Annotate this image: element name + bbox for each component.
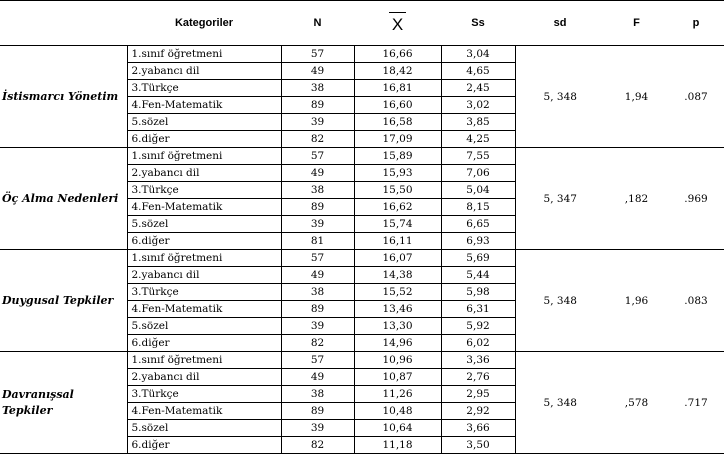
category-cell: 2.yabancı dil: [127, 267, 281, 284]
ss-cell: 7,06: [441, 165, 515, 182]
ss-cell: 5,98: [441, 284, 515, 301]
mean-cell: 14,96: [354, 335, 441, 352]
mean-cell: 15,93: [354, 165, 441, 182]
n-cell: 81: [281, 233, 354, 250]
df-cell: 5, 348: [515, 352, 605, 454]
category-cell: 6.diğer: [127, 131, 281, 148]
n-cell: 38: [281, 284, 354, 301]
ss-cell: 4,25: [441, 131, 515, 148]
ss-cell: 5,44: [441, 267, 515, 284]
mean-cell: 11,26: [354, 386, 441, 403]
n-cell: 39: [281, 216, 354, 233]
category-cell: 2.yabancı dil: [127, 63, 281, 80]
ss-cell: 6,65: [441, 216, 515, 233]
mean-cell: 15,74: [354, 216, 441, 233]
n-cell: 49: [281, 63, 354, 80]
mean-cell: 15,89: [354, 148, 441, 165]
mean-cell: 14,38: [354, 267, 441, 284]
dimension-label: Davranışsal Tepkiler: [0, 352, 127, 454]
n-cell: 82: [281, 437, 354, 454]
table-row: [0, 250, 724, 267]
mean-cell: 16,62: [354, 199, 441, 216]
table-row: [0, 352, 724, 369]
category-cell: 3.Türkçe: [127, 284, 281, 301]
mean-cell: 16,07: [354, 250, 441, 267]
dimension-label: İstismarcı Yönetim: [0, 46, 127, 148]
category-cell: 3.Türkçe: [127, 80, 281, 97]
p-cell: .717: [668, 352, 724, 454]
mean-cell: 11,18: [354, 437, 441, 454]
category-cell: 2.yabancı dil: [127, 165, 281, 182]
df-cell: 5, 348: [515, 250, 605, 352]
category-cell: 4.Fen-Matematik: [127, 199, 281, 216]
table-row: [0, 148, 724, 165]
ss-cell: 3,85: [441, 114, 515, 131]
category-cell: 4.Fen-Matematik: [127, 403, 281, 420]
ss-cell: 5,92: [441, 318, 515, 335]
header-p: p: [668, 1, 724, 46]
header-row: [0, 1, 724, 46]
ss-cell: 6,02: [441, 335, 515, 352]
n-cell: 89: [281, 301, 354, 318]
n-cell: 39: [281, 420, 354, 437]
header-category: Kategoriler: [127, 1, 281, 46]
ss-cell: 3,66: [441, 420, 515, 437]
ss-cell: 3,36: [441, 352, 515, 369]
mean-symbol: X: [392, 12, 403, 35]
ss-cell: 3,02: [441, 97, 515, 114]
category-cell: 6.diğer: [127, 437, 281, 454]
ss-cell: 6,31: [441, 301, 515, 318]
n-cell: 57: [281, 250, 354, 267]
n-cell: 82: [281, 335, 354, 352]
mean-cell: 16,60: [354, 97, 441, 114]
n-cell: 89: [281, 97, 354, 114]
ss-cell: 3,04: [441, 46, 515, 63]
category-cell: 4.Fen-Matematik: [127, 301, 281, 318]
n-cell: 89: [281, 199, 354, 216]
mean-cell: 10,64: [354, 420, 441, 437]
n-cell: 82: [281, 131, 354, 148]
category-cell: 5.sözel: [127, 216, 281, 233]
p-cell: .969: [668, 148, 724, 250]
ss-cell: 4,65: [441, 63, 515, 80]
mean-cell: 16,66: [354, 46, 441, 63]
df-cell: 5, 347: [515, 148, 605, 250]
n-cell: 39: [281, 114, 354, 131]
n-cell: 49: [281, 267, 354, 284]
n-cell: 49: [281, 369, 354, 386]
category-cell: 5.sözel: [127, 318, 281, 335]
header-f: F: [605, 1, 668, 46]
n-cell: 49: [281, 165, 354, 182]
ss-cell: 5,69: [441, 250, 515, 267]
header-mean: [354, 1, 441, 46]
mean-cell: 15,50: [354, 182, 441, 199]
p-cell: .087: [668, 46, 724, 148]
category-cell: 1.sınıf öğretmeni: [127, 352, 281, 369]
n-cell: 38: [281, 182, 354, 199]
ss-cell: 2,76: [441, 369, 515, 386]
f-cell: ,182: [605, 148, 668, 250]
mean-cell: 16,58: [354, 114, 441, 131]
ss-cell: 7,55: [441, 148, 515, 165]
category-cell: 3.Türkçe: [127, 386, 281, 403]
df-cell: 5, 348: [515, 46, 605, 148]
n-cell: 39: [281, 318, 354, 335]
f-cell: 1,96: [605, 250, 668, 352]
header-sd: sd: [515, 1, 605, 46]
category-cell: 1.sınıf öğretmeni: [127, 46, 281, 63]
category-cell: 6.diğer: [127, 233, 281, 250]
n-cell: 38: [281, 386, 354, 403]
category-cell: 5.sözel: [127, 420, 281, 437]
n-cell: 57: [281, 148, 354, 165]
mean-cell: 15,52: [354, 284, 441, 301]
ss-cell: 2,45: [441, 80, 515, 97]
header-dimension: [0, 1, 127, 46]
mean-cell: 10,96: [354, 352, 441, 369]
mean-cell: 17,09: [354, 131, 441, 148]
n-cell: 57: [281, 46, 354, 63]
header-ss: Ss: [441, 1, 515, 46]
category-cell: 2.yabancı dil: [127, 369, 281, 386]
mean-cell: 13,30: [354, 318, 441, 335]
category-cell: 1.sınıf öğretmeni: [127, 148, 281, 165]
mean-cell: 10,48: [354, 403, 441, 420]
category-cell: 3.Türkçe: [127, 182, 281, 199]
ss-cell: 3,50: [441, 437, 515, 454]
ss-cell: 5,04: [441, 182, 515, 199]
table-body: [0, 46, 724, 454]
n-cell: 38: [281, 80, 354, 97]
mean-cell: 16,81: [354, 80, 441, 97]
p-cell: .083: [668, 250, 724, 352]
mean-cell: 13,46: [354, 301, 441, 318]
f-cell: ,578: [605, 352, 668, 454]
f-cell: 1,94: [605, 46, 668, 148]
category-cell: 6.diğer: [127, 335, 281, 352]
mean-cell: 10,87: [354, 369, 441, 386]
dimension-label: Öç Alma Nedenleri: [0, 148, 127, 250]
dimension-label: Duygusal Tepkiler: [0, 250, 127, 352]
ss-cell: 2,95: [441, 386, 515, 403]
n-cell: 57: [281, 352, 354, 369]
ss-cell: 8,15: [441, 199, 515, 216]
ss-cell: 2,92: [441, 403, 515, 420]
mean-cell: 16,11: [354, 233, 441, 250]
category-cell: 4.Fen-Matematik: [127, 97, 281, 114]
mean-cell: 18,42: [354, 63, 441, 80]
header-n: N: [281, 1, 354, 46]
ss-cell: 6,93: [441, 233, 515, 250]
category-cell: 1.sınıf öğretmeni: [127, 250, 281, 267]
table-row: [0, 46, 724, 63]
n-cell: 89: [281, 403, 354, 420]
category-cell: 5.sözel: [127, 114, 281, 131]
